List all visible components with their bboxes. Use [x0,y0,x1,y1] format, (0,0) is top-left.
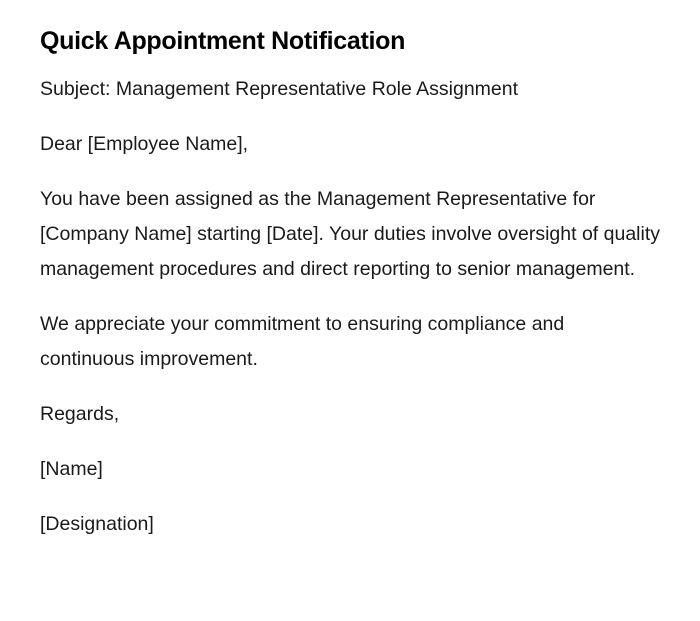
signature-name: [Name] [40,458,103,480]
salutation: Dear [Employee Name], [40,133,249,155]
closing: Regards, [40,403,120,425]
subject-line: Subject: Management Representative Role Assignment [40,78,519,100]
document-title: Quick Appointment Notification [40,27,406,55]
body-paragraph-appreciation: We appreciate your commitment to ensuring compliance and continuous improvement. [40,313,565,370]
signature-designation: [Designation] [40,513,154,535]
body-paragraph-assignment: You have been assigned as the Management Representative for [Company Name] starting [Date]. Your duties involve oversight of quality management procedures and direct reporting to senior management. [40,188,660,280]
